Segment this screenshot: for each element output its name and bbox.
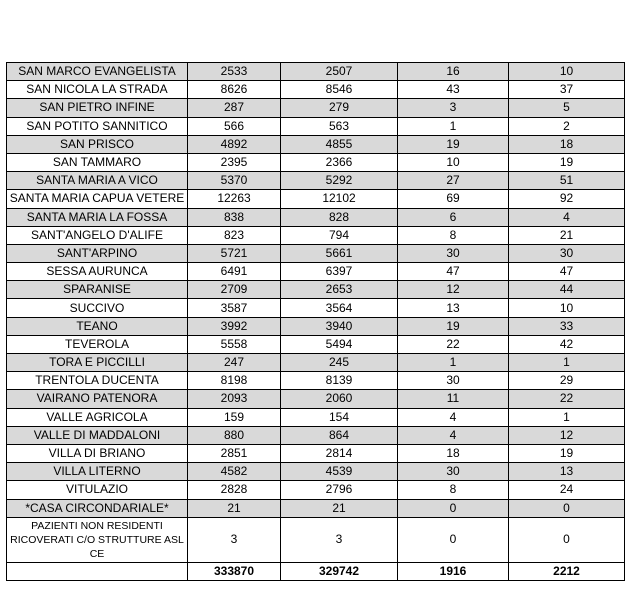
municipality-name-cell: TEVEROLA (7, 335, 188, 353)
total-value-col-1-cell: 333870 (188, 562, 281, 580)
table-row (7, 335, 625, 353)
table-row (7, 499, 625, 517)
value-col-4-cell: 92 (509, 190, 625, 208)
table-row (7, 117, 625, 135)
municipality-name-cell: VAIRANO PATENORA (7, 390, 188, 408)
municipality-name-cell: SAN MARCO EVANGELISTA (7, 63, 188, 81)
value-col-4-cell: 33 (509, 317, 625, 335)
table-row (7, 99, 625, 117)
value-col-4-cell: 1 (509, 354, 625, 372)
value-col-3-cell: 4 (398, 408, 509, 426)
value-col-1-cell: 8198 (188, 372, 281, 390)
value-col-1-cell: 247 (188, 354, 281, 372)
value-col-4-cell: 12 (509, 426, 625, 444)
value-col-2-cell: 2796 (281, 481, 398, 499)
municipality-name-cell: VILLA LITERNO (7, 463, 188, 481)
value-col-1-cell: 823 (188, 226, 281, 244)
value-col-2-cell: 8139 (281, 372, 398, 390)
value-col-3-cell: 10 (398, 153, 509, 171)
value-col-4-cell: 51 (509, 172, 625, 190)
value-col-4-cell: 0 (509, 499, 625, 517)
table-row (7, 263, 625, 281)
value-col-4-cell: 18 (509, 135, 625, 153)
value-col-3-cell: 1 (398, 354, 509, 372)
municipality-name-cell: VITULAZIO (7, 481, 188, 499)
value-col-3-cell: 12 (398, 281, 509, 299)
value-col-1-cell: 566 (188, 117, 281, 135)
table-row (7, 208, 625, 226)
value-col-2-cell: 279 (281, 99, 398, 117)
municipality-name-cell: VILLA DI BRIANO (7, 444, 188, 462)
table-row (7, 317, 625, 335)
value-col-2-cell: 12102 (281, 190, 398, 208)
value-col-4-cell: 19 (509, 153, 625, 171)
municipality-name-cell: *CASA CIRCONDARIALE* (7, 499, 188, 517)
value-col-3-cell: 27 (398, 172, 509, 190)
value-col-1-cell: 2533 (188, 63, 281, 81)
table-row (7, 135, 625, 153)
value-col-4-cell: 10 (509, 299, 625, 317)
value-col-2-cell: 563 (281, 117, 398, 135)
value-col-3-cell: 6 (398, 208, 509, 226)
value-col-3-cell: 69 (398, 190, 509, 208)
value-col-4-cell: 4 (509, 208, 625, 226)
value-col-3-cell: 1 (398, 117, 509, 135)
table-row (7, 281, 625, 299)
value-col-2-cell: 5494 (281, 335, 398, 353)
data-table-container (6, 62, 625, 581)
value-col-2-cell: 864 (281, 426, 398, 444)
value-col-4-cell: 2 (509, 117, 625, 135)
value-col-2-cell: 2507 (281, 63, 398, 81)
value-col-1-cell: 4892 (188, 135, 281, 153)
municipality-name-cell: VALLE AGRICOLA (7, 408, 188, 426)
value-col-3-cell: 47 (398, 263, 509, 281)
value-col-1-cell: 880 (188, 426, 281, 444)
value-col-2-cell: 5292 (281, 172, 398, 190)
value-col-1-cell: 2395 (188, 153, 281, 171)
value-col-2-cell: 6397 (281, 263, 398, 281)
table-row (7, 153, 625, 171)
table-row (7, 299, 625, 317)
value-col-1-cell: 3 (188, 517, 281, 562)
total-municipality-name-cell (7, 562, 188, 580)
municipality-name-cell: TORA E PICCILLI (7, 354, 188, 372)
value-col-3-cell: 13 (398, 299, 509, 317)
value-col-2-cell: 245 (281, 354, 398, 372)
table-row (7, 390, 625, 408)
value-col-1-cell: 4582 (188, 463, 281, 481)
total-value-col-2-cell: 329742 (281, 562, 398, 580)
value-col-4-cell: 5 (509, 99, 625, 117)
table-row (7, 244, 625, 262)
value-col-4-cell: 21 (509, 226, 625, 244)
municipality-name-cell: PAZIENTI NON RESIDENTI RICOVERATI C/O STRUTTURE ASL CE (7, 517, 188, 562)
table-row (7, 517, 625, 562)
municipality-name-cell: SAN TAMMARO (7, 153, 188, 171)
table-row (7, 463, 625, 481)
value-col-3-cell: 4 (398, 426, 509, 444)
value-col-2-cell: 794 (281, 226, 398, 244)
municipality-name-cell: SAN NICOLA LA STRADA (7, 81, 188, 99)
value-col-4-cell: 10 (509, 63, 625, 81)
value-col-2-cell: 828 (281, 208, 398, 226)
table-row (7, 226, 625, 244)
value-col-4-cell: 47 (509, 263, 625, 281)
value-col-2-cell: 3 (281, 517, 398, 562)
value-col-4-cell: 13 (509, 463, 625, 481)
value-col-1-cell: 2851 (188, 444, 281, 462)
value-col-2-cell: 4855 (281, 135, 398, 153)
value-col-4-cell: 37 (509, 81, 625, 99)
table-row (7, 372, 625, 390)
municipality-name-cell: SESSA AURUNCA (7, 263, 188, 281)
value-col-4-cell: 30 (509, 244, 625, 262)
value-col-2-cell: 154 (281, 408, 398, 426)
value-col-4-cell: 22 (509, 390, 625, 408)
value-col-1-cell: 287 (188, 99, 281, 117)
table-row (7, 426, 625, 444)
value-col-1-cell: 3587 (188, 299, 281, 317)
value-col-3-cell: 43 (398, 81, 509, 99)
table-row (7, 63, 625, 81)
value-col-2-cell: 5661 (281, 244, 398, 262)
value-col-3-cell: 18 (398, 444, 509, 462)
value-col-1-cell: 8626 (188, 81, 281, 99)
value-col-2-cell: 8546 (281, 81, 398, 99)
value-col-4-cell: 24 (509, 481, 625, 499)
value-col-1-cell: 5558 (188, 335, 281, 353)
table-row (7, 190, 625, 208)
municipality-name-cell: SANTA MARIA CAPUA VETERE (7, 190, 188, 208)
table-row (7, 444, 625, 462)
table-row (7, 354, 625, 372)
value-col-3-cell: 16 (398, 63, 509, 81)
municipality-name-cell: SANTA MARIA LA FOSSA (7, 208, 188, 226)
value-col-3-cell: 8 (398, 226, 509, 244)
value-col-1-cell: 12263 (188, 190, 281, 208)
value-col-3-cell: 0 (398, 499, 509, 517)
value-col-4-cell: 19 (509, 444, 625, 462)
municipality-name-cell: TRENTOLA DUCENTA (7, 372, 188, 390)
total-value-col-3-cell: 1916 (398, 562, 509, 580)
value-col-2-cell: 3940 (281, 317, 398, 335)
municipality-table (6, 62, 625, 581)
municipality-name-cell: SANT'ANGELO D'ALIFE (7, 226, 188, 244)
table-row (7, 81, 625, 99)
value-col-4-cell: 42 (509, 335, 625, 353)
municipality-name-cell: SANT'ARPINO (7, 244, 188, 262)
value-col-1-cell: 6491 (188, 263, 281, 281)
value-col-2-cell: 2366 (281, 153, 398, 171)
value-col-1-cell: 21 (188, 499, 281, 517)
value-col-2-cell: 2814 (281, 444, 398, 462)
municipality-name-cell: SUCCIVO (7, 299, 188, 317)
table-body (7, 63, 625, 581)
value-col-4-cell: 44 (509, 281, 625, 299)
municipality-name-cell: SANTA MARIA A VICO (7, 172, 188, 190)
value-col-2-cell: 2653 (281, 281, 398, 299)
table-row (7, 481, 625, 499)
value-col-3-cell: 19 (398, 135, 509, 153)
value-col-3-cell: 30 (398, 463, 509, 481)
value-col-4-cell: 0 (509, 517, 625, 562)
value-col-1-cell: 2828 (188, 481, 281, 499)
municipality-name-cell: SAN POTITO SANNITICO (7, 117, 188, 135)
value-col-2-cell: 3564 (281, 299, 398, 317)
value-col-1-cell: 2709 (188, 281, 281, 299)
value-col-1-cell: 5370 (188, 172, 281, 190)
municipality-name-cell: SPARANISE (7, 281, 188, 299)
value-col-2-cell: 21 (281, 499, 398, 517)
value-col-3-cell: 30 (398, 372, 509, 390)
value-col-1-cell: 159 (188, 408, 281, 426)
value-col-4-cell: 1 (509, 408, 625, 426)
value-col-3-cell: 11 (398, 390, 509, 408)
value-col-1-cell: 2093 (188, 390, 281, 408)
value-col-3-cell: 30 (398, 244, 509, 262)
municipality-name-cell: TEANO (7, 317, 188, 335)
municipality-name-cell: SAN PRISCO (7, 135, 188, 153)
table-row (7, 408, 625, 426)
table-row (7, 172, 625, 190)
value-col-1-cell: 3992 (188, 317, 281, 335)
value-col-2-cell: 2060 (281, 390, 398, 408)
value-col-3-cell: 3 (398, 99, 509, 117)
municipality-name-cell: SAN PIETRO INFINE (7, 99, 188, 117)
value-col-3-cell: 19 (398, 317, 509, 335)
municipality-name-cell: VALLE DI MADDALONI (7, 426, 188, 444)
total-value-col-4-cell: 2212 (509, 562, 625, 580)
value-col-2-cell: 4539 (281, 463, 398, 481)
value-col-3-cell: 22 (398, 335, 509, 353)
value-col-1-cell: 5721 (188, 244, 281, 262)
value-col-1-cell: 838 (188, 208, 281, 226)
value-col-3-cell: 0 (398, 517, 509, 562)
totals-row (7, 562, 625, 580)
value-col-4-cell: 29 (509, 372, 625, 390)
value-col-3-cell: 8 (398, 481, 509, 499)
